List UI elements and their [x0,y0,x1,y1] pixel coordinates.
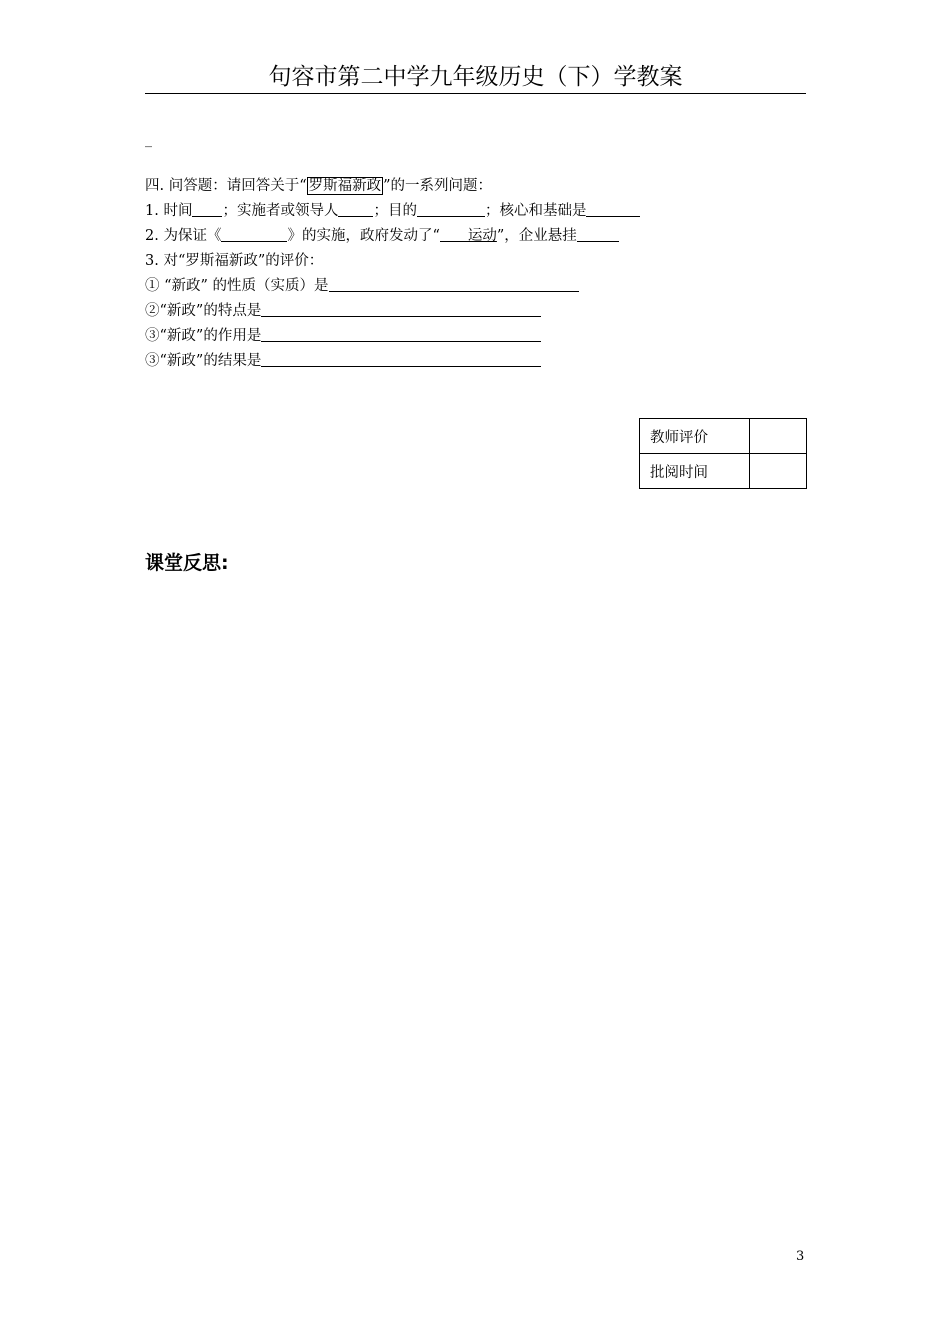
q1-blank-leader[interactable] [338,201,373,217]
q1-label-time: 1. 时间 [145,203,193,219]
intro-text-after: ”的一系列问题： [383,178,493,194]
q1-label-leader: ；实施者或领导人 [222,203,339,219]
q2-label-hang: ”，企业悬挂 [496,228,577,244]
q1-label-core: ；核心和基础是 [484,203,587,219]
q3-item-features-label: ②“新政”的特点是 [145,303,262,319]
q3-item-nature-label: ① “新政” 的性质（实质）是 [145,278,329,294]
q3-item-features [145,301,541,321]
teacher-eval-table [639,418,807,489]
q1-blank-time[interactable] [192,201,222,217]
q3-item-nature [145,276,579,296]
intro-text-before: 四. 问答题：请回答关于“ [145,178,307,194]
page-title: 句容市第二中学九年级历史（下）学教案 [268,64,683,90]
q2-blank-hang[interactable] [577,226,619,242]
header-rule [145,93,806,94]
reflection-heading: 课堂反思: [145,552,229,574]
q2-label-movement: 》的实施，政府发动了“ [287,228,440,244]
eval-time-cell[interactable] [750,454,807,489]
eval-time-label: 批阅时间 [640,454,750,489]
q2-label-start: 2. 为保证《 [145,228,222,244]
q1-label-purpose: ；目的 [373,203,417,219]
eval-rating-label: 教师评价 [640,419,750,454]
q3-item-result [145,351,541,371]
eval-row-rating [640,419,807,454]
q2-blank-movement[interactable] [440,226,468,242]
q3-blank-effect[interactable] [261,326,541,342]
q3-blank-features[interactable] [261,301,541,317]
q3-item-effect [145,326,541,346]
section-four-intro [145,176,492,196]
q3-blank-result[interactable] [261,351,541,367]
q3-item-result-label: ③“新政”的结果是 [145,353,262,369]
q3-blank-nature[interactable] [329,276,579,292]
q1-blank-core[interactable] [586,201,640,217]
stray-mark: _ [145,132,152,148]
q2-movement-word: 运动 [467,228,497,244]
eval-rating-cell[interactable] [750,419,807,454]
question-3-title: 3. 对“罗斯福新政”的评价： [145,253,324,269]
page-number: 3 [796,1249,805,1264]
eval-row-time [640,454,807,489]
intro-boxed-term: 罗斯福新政 [308,178,382,194]
question-2 [145,226,619,246]
q1-blank-purpose[interactable] [417,201,485,217]
q3-item-effect-label: ③“新政”的作用是 [145,328,262,344]
q2-blank-law[interactable] [221,226,287,242]
question-1 [145,201,640,221]
